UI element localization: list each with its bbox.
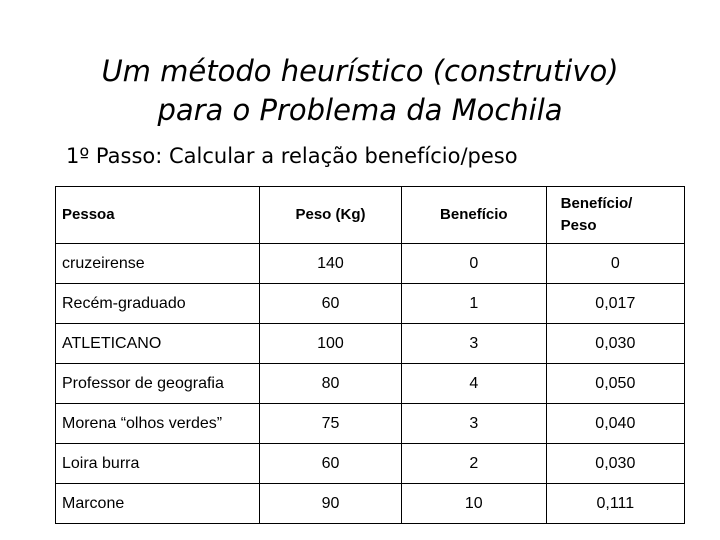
cell-peso: 60	[260, 284, 402, 324]
cell-beneficio: 3	[401, 324, 546, 364]
table-row	[56, 244, 685, 284]
cell-beneficio-peso: 0,030	[546, 324, 684, 364]
slide-title	[0, 52, 720, 130]
title-line-2: para o Problema da Mochila	[157, 93, 563, 127]
header-beneficio-peso-label: Benefício/ Peso	[560, 195, 633, 234]
step-subtitle: 1º Passo: Calcular a relação benefício/peso	[66, 144, 518, 168]
table-row	[56, 364, 685, 404]
cell-beneficio: 1	[401, 284, 546, 324]
cell-beneficio-peso: 0	[546, 244, 684, 284]
header-beneficio-peso	[546, 187, 684, 244]
cell-peso: 90	[260, 484, 402, 524]
cell-peso: 75	[260, 404, 402, 444]
table-row	[56, 284, 685, 324]
cell-beneficio: 10	[401, 484, 546, 524]
cell-beneficio-peso: 0,017	[546, 284, 684, 324]
cell-peso: 140	[260, 244, 402, 284]
table-row	[56, 404, 685, 444]
cell-pessoa: Marcone	[56, 484, 260, 524]
cell-beneficio: 0	[401, 244, 546, 284]
cell-beneficio-peso: 0,040	[546, 404, 684, 444]
cell-pessoa: ATLETICANO	[56, 324, 260, 364]
cell-pessoa: Recém-graduado	[56, 284, 260, 324]
cell-beneficio-peso: 0,050	[546, 364, 684, 404]
cell-beneficio: 2	[401, 444, 546, 484]
cell-peso: 100	[260, 324, 402, 364]
header-peso: Peso (Kg)	[260, 187, 402, 244]
cell-pessoa: Professor de geografia	[56, 364, 260, 404]
cell-beneficio: 4	[401, 364, 546, 404]
cell-peso: 60	[260, 444, 402, 484]
table-row	[56, 324, 685, 364]
cell-pessoa: Morena “olhos verdes”	[56, 404, 260, 444]
cell-beneficio-peso: 0,111	[546, 484, 684, 524]
cell-pessoa: Loira burra	[56, 444, 260, 484]
title-line-1: Um método heurístico (construtivo)	[101, 54, 619, 88]
data-table	[55, 186, 685, 524]
table-row	[56, 444, 685, 484]
table-row	[56, 484, 685, 524]
header-beneficio: Benefício	[401, 187, 546, 244]
table-header-row	[56, 187, 685, 244]
header-pessoa: Pessoa	[56, 187, 260, 244]
cell-beneficio-peso: 0,030	[546, 444, 684, 484]
cell-pessoa: cruzeirense	[56, 244, 260, 284]
cell-beneficio: 3	[401, 404, 546, 444]
cell-peso: 80	[260, 364, 402, 404]
